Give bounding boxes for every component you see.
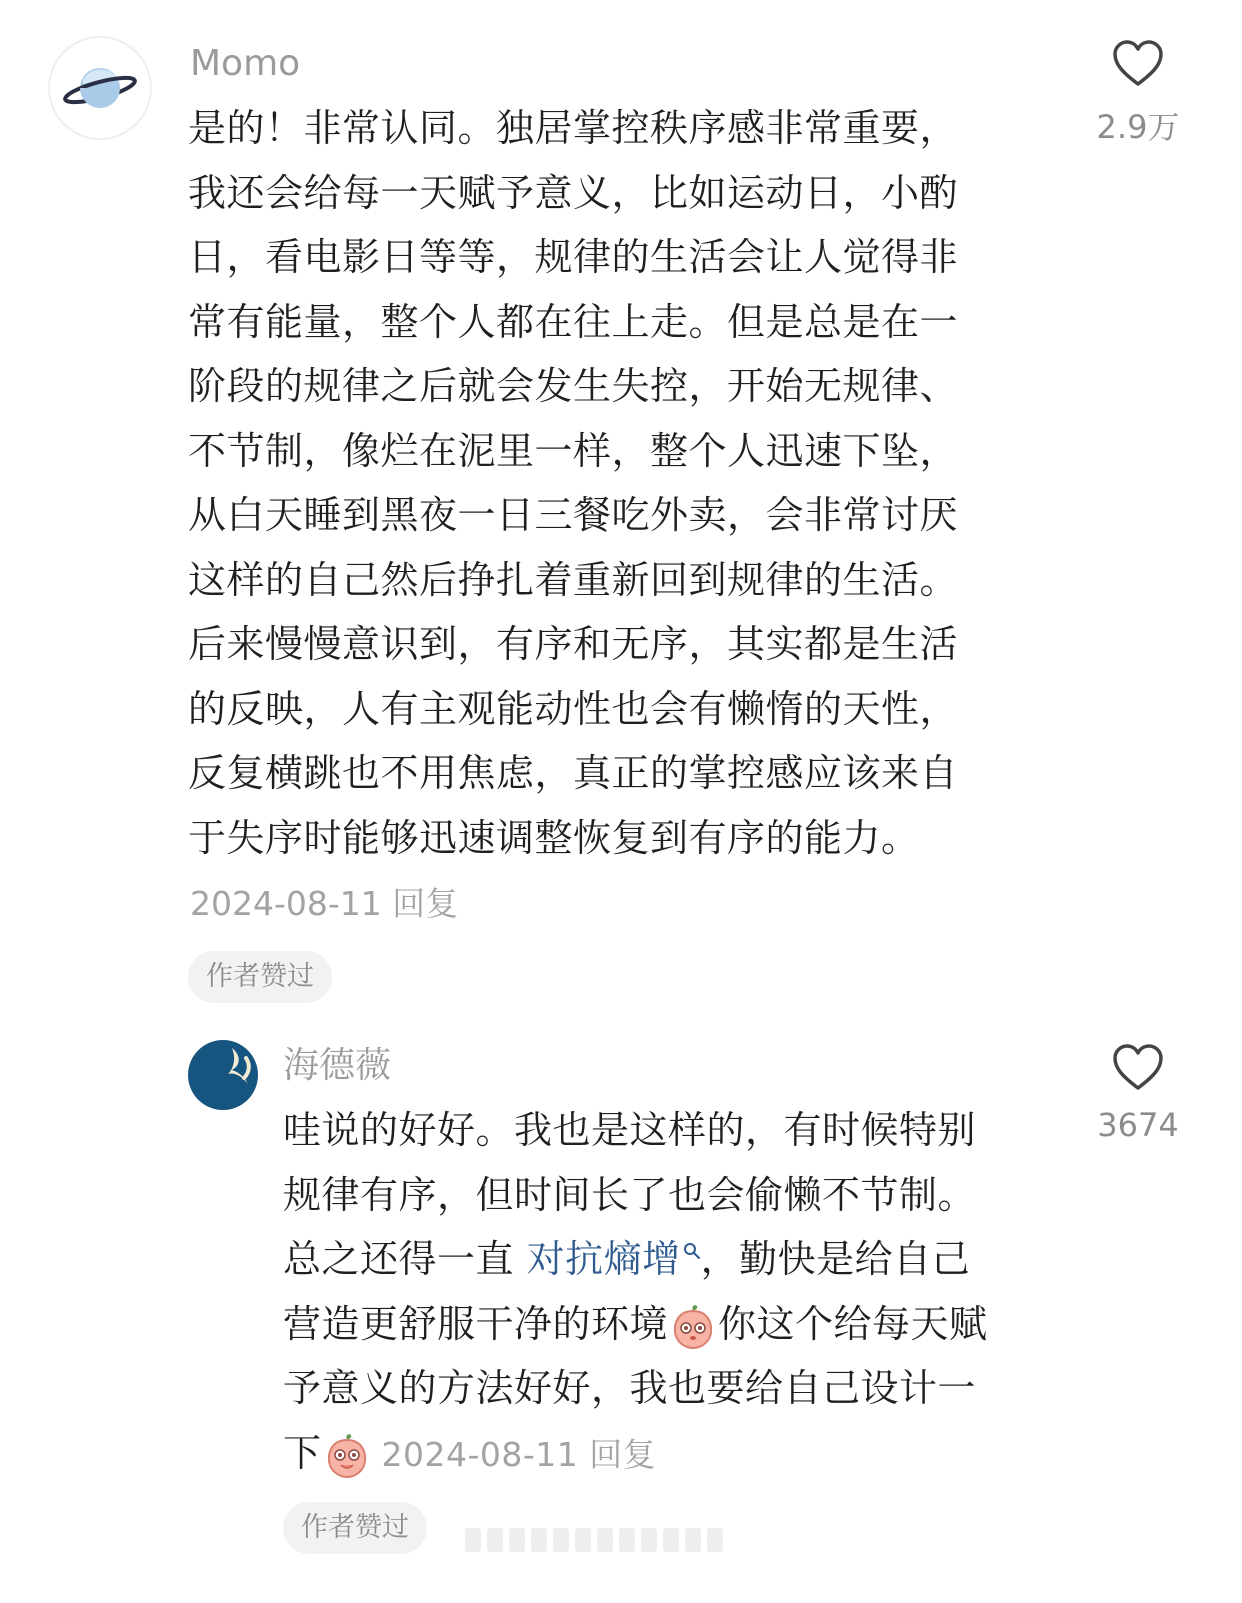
reply-line xyxy=(283,1227,988,1292)
reply-text xyxy=(283,1098,988,1485)
reply-line: 规律有序，但时间长了也会偷懒不节制。 xyxy=(283,1172,977,1217)
peach-emoji-icon xyxy=(669,1302,717,1350)
search-icon xyxy=(683,1242,701,1260)
reply-line xyxy=(283,1421,988,1486)
comment-line: 于失序时能够迅速调整恢复到有序的能力。 xyxy=(188,815,920,860)
comment-line: 常有能量，整个人都在往上走。但是总是在一 xyxy=(188,299,959,344)
avatar[interactable] xyxy=(48,36,152,140)
author-liked-badge: 作者赞过 xyxy=(283,1502,427,1554)
comment-line: 反复横跳也不用焦虑，真正的掌控感应该来自 xyxy=(188,751,959,795)
username[interactable]: Momo xyxy=(190,43,301,84)
reply-line-segment: 总之还得一直 xyxy=(283,1237,527,1281)
comment-line: 是的！非常认同。独居掌控秩序感非常重要， xyxy=(188,106,959,150)
heart-icon xyxy=(1112,1044,1164,1092)
comment-line: 不节制，像烂在泥里一样，整个人迅速下坠， xyxy=(188,428,959,473)
like-count: 3674 xyxy=(1097,1106,1179,1144)
comment-line: 日，看电影日等等，规律的生活会让人觉得非 xyxy=(188,235,959,279)
reply-line: 哇说的好好。我也是这样的，有时候特别 xyxy=(283,1108,977,1152)
like-button[interactable] xyxy=(1078,40,1198,148)
reply-line-segment: 下 xyxy=(283,1430,322,1475)
comment-line: 后来慢慢意识到，有序和无序，其实都是生活 xyxy=(188,622,959,666)
reply-meta xyxy=(382,1435,657,1474)
comment-line: 阶段的规律之后就会发生失控，开始无规律、 xyxy=(188,364,959,408)
watermark xyxy=(465,1528,725,1552)
comment-line: 的反映，人有主观能动性也会有懒惰的天性， xyxy=(188,686,959,731)
username[interactable]: 海德薇 xyxy=(283,1045,392,1086)
author-liked-badge: 作者赞过 xyxy=(188,951,332,1003)
reply-line-segment: 你这个给每天赋 xyxy=(718,1301,988,1346)
topic-link[interactable] xyxy=(527,1237,701,1281)
planet-icon xyxy=(50,38,150,138)
reply-button[interactable]: 回复 xyxy=(589,1434,657,1474)
comment-date: 2024-08-11 xyxy=(190,884,382,923)
reply-line: 予意义的方法好好，我也要给自己设计一 xyxy=(283,1366,977,1410)
like-count: 2.9万 xyxy=(1096,108,1180,146)
reply-date: 2024-08-11 xyxy=(381,1434,579,1474)
rabbit-icon xyxy=(188,1040,258,1110)
comment-text xyxy=(188,96,958,870)
comment-line: 我还会给每一天赋予意义，比如运动日，小酌 xyxy=(188,170,959,215)
comment-line: 这样的自己然后挣扎着重新回到规律的生活。 xyxy=(188,557,959,602)
topic-link-text[interactable]: 对抗熵增 xyxy=(526,1237,681,1281)
like-button[interactable] xyxy=(1078,1044,1198,1144)
reply-line xyxy=(283,1292,988,1357)
avatar[interactable] xyxy=(188,1040,258,1110)
comment-line: 从白天睡到黑夜一日三餐吃外卖，会非常讨厌 xyxy=(188,493,959,537)
peach-emoji-icon xyxy=(323,1431,371,1479)
reply-button[interactable]: 回复 xyxy=(392,884,459,923)
comment-meta xyxy=(190,884,458,924)
reply-line-segment: ，勤快是给自己 xyxy=(700,1237,971,1281)
reply-line-segment: 营造更舒服干净的环境 xyxy=(283,1301,669,1346)
heart-icon xyxy=(1112,40,1164,88)
